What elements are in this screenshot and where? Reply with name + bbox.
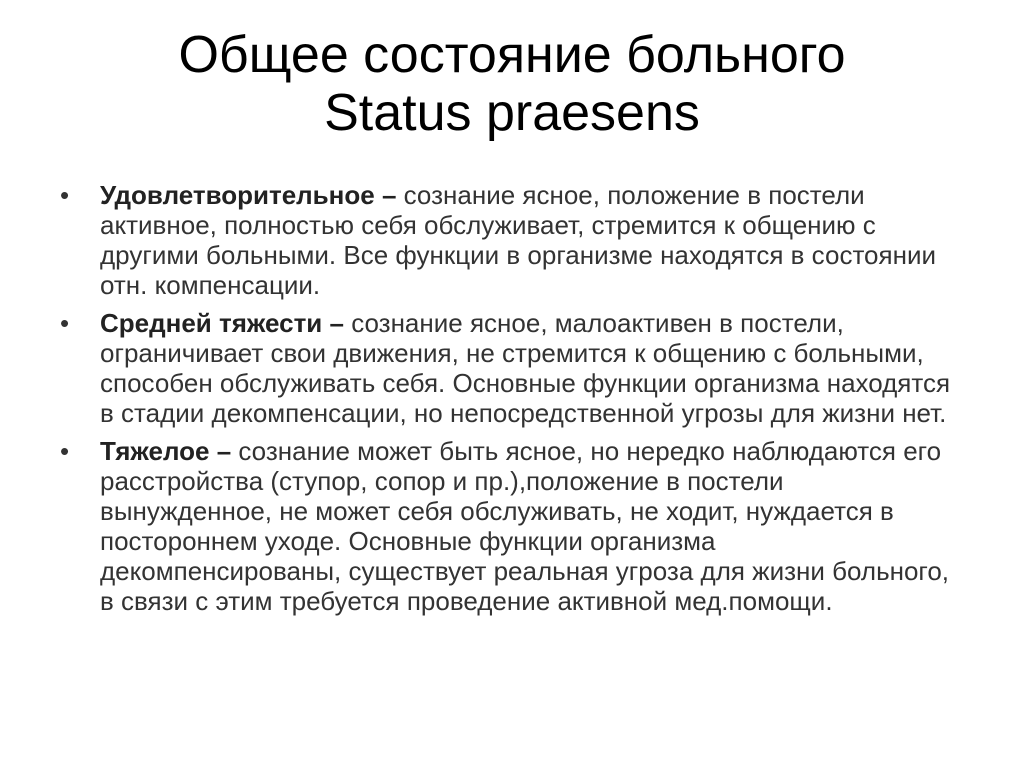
bullet-icon: • [60,180,70,210]
bullet-list [60,180,960,624]
slide-title [0,26,1024,142]
bullet-term: Тяжелое – [100,436,232,466]
bullet-icon: • [60,436,70,466]
slide-title-line-2: Status praesens [324,84,700,142]
slide-title-line-1: Общее состояние больного [178,26,846,84]
bullet-text: сознание может быть ясное, но нередко наблюдаются его расстройства (ступор, сопор и пр.),положение в постели вынужденное, не может себя обслуживать, не ходит, нуждается в постороннем уходе. Основные функции организма декомпенсированы, существует реальная угроза для жизни больного, в связи с этим требуется проведение активной мед.помощи. [100,436,950,616]
bullet-item-satisfactory [60,180,960,300]
bullet-term: Средней тяжести – [100,308,344,338]
bullet-text: сознание ясное, положение в постели активное, полностью себя обслуживает, стремится к общению с другими больными. Все функции в организме находятся в состоянии отн. компенсации. [100,180,936,300]
bullet-icon: • [60,308,70,338]
bullet-text: сознание ясное, малоактивен в постели, ограничивает свои движения, не стремится к общению с больными, способен обслуживать себя. Основные функции организма находятся в стадии декомпенсации, но непосредственной угрозы для жизни нет. [100,308,951,428]
bullet-item-severe [60,436,960,616]
bullet-term: Удовлетворительное – [100,180,397,210]
bullet-item-moderate [60,308,960,428]
